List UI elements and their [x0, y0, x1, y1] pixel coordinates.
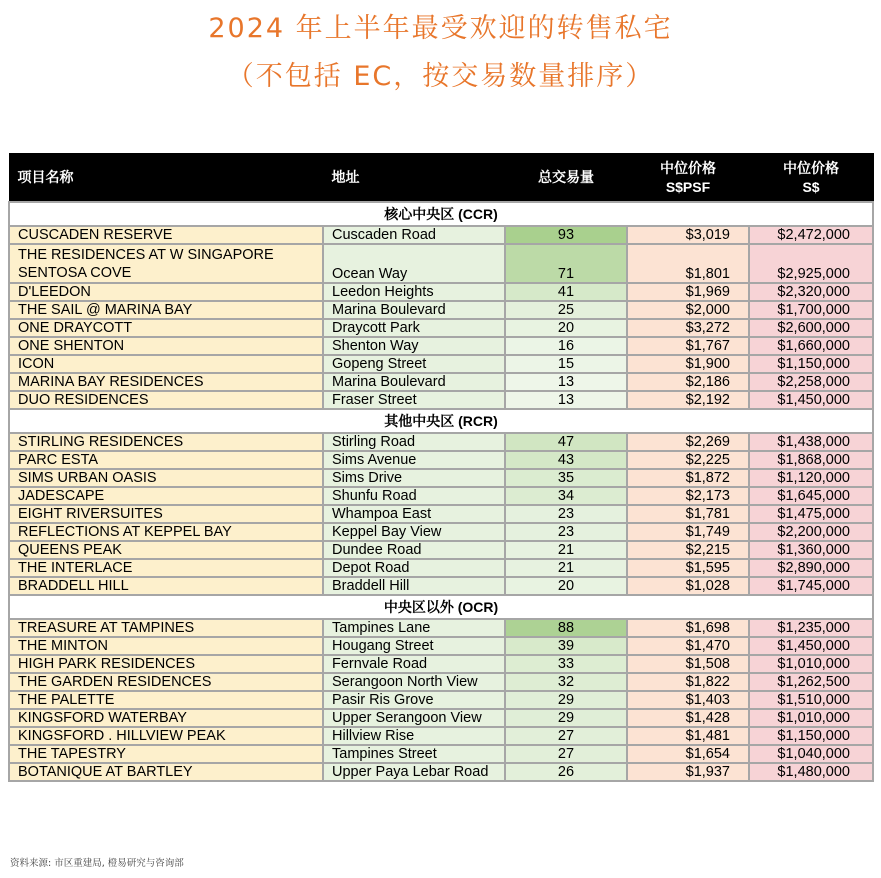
- psf-cell: $1,428: [627, 709, 749, 727]
- page-title: 2024 年上半年最受欢迎的转售私宅: [208, 13, 673, 44]
- address-cell: Fernvale Road: [323, 655, 505, 673]
- project-name-cell: D'LEEDON: [9, 283, 323, 301]
- project-name-cell: THE TAPESTRY: [9, 745, 323, 763]
- address-cell: Braddell Hill: [323, 577, 505, 595]
- project-name-cell: TREASURE AT TAMPINES: [9, 619, 323, 637]
- psf-cell: $1,969: [627, 283, 749, 301]
- table-row: [9, 451, 873, 469]
- volume-cell: 93: [505, 226, 627, 244]
- volume-cell: 16: [505, 337, 627, 355]
- table-row: [9, 655, 873, 673]
- psf-cell: $1,767: [627, 337, 749, 355]
- project-name-cell: ICON: [9, 355, 323, 373]
- volume-cell: 71: [505, 244, 627, 283]
- volume-cell: 21: [505, 559, 627, 577]
- section-row: [9, 595, 873, 619]
- project-name-cell: KINGSFORD WATERBAY: [9, 709, 323, 727]
- table-row: [9, 226, 873, 244]
- table-body: [9, 202, 873, 781]
- price-cell: $1,040,000: [749, 745, 873, 763]
- project-name-cell: EIGHT RIVERSUITES: [9, 505, 323, 523]
- price-cell: $1,645,000: [749, 487, 873, 505]
- address-cell: Upper Paya Lebar Road: [323, 763, 505, 781]
- psf-cell: $2,225: [627, 451, 749, 469]
- address-cell: Stirling Road: [323, 433, 505, 451]
- table-row: [9, 319, 873, 337]
- section-label: 其他中央区 (RCR): [9, 409, 873, 433]
- psf-cell: $1,801: [627, 244, 749, 283]
- price-cell: $1,745,000: [749, 577, 873, 595]
- header-psf-line1: 中位价格: [660, 159, 716, 176]
- table-row: [9, 727, 873, 745]
- address-cell: Sims Drive: [323, 469, 505, 487]
- address-cell: Cuscaden Road: [323, 226, 505, 244]
- psf-cell: $1,900: [627, 355, 749, 373]
- address-cell: Shenton Way: [323, 337, 505, 355]
- table-row: [9, 541, 873, 559]
- address-cell: Dundee Road: [323, 541, 505, 559]
- table-row: [9, 373, 873, 391]
- address-cell: Draycott Park: [323, 319, 505, 337]
- address-cell: Leedon Heights: [323, 283, 505, 301]
- table-row: [9, 244, 873, 283]
- section-row: [9, 409, 873, 433]
- address-cell: Hougang Street: [323, 637, 505, 655]
- table-row: [9, 469, 873, 487]
- price-cell: $1,510,000: [749, 691, 873, 709]
- psf-cell: $2,269: [627, 433, 749, 451]
- volume-cell: 27: [505, 727, 627, 745]
- project-name-cell: JADESCAPE: [9, 487, 323, 505]
- header-price-line1: 中位价格: [783, 159, 839, 176]
- project-name-cell: QUEENS PEAK: [9, 541, 323, 559]
- header-psf-line2: S$PSF: [665, 178, 711, 195]
- volume-cell: 33: [505, 655, 627, 673]
- table-row: [9, 523, 873, 541]
- psf-cell: $2,000: [627, 301, 749, 319]
- price-cell: $2,925,000: [749, 244, 873, 283]
- header-volume: 总交易量: [505, 154, 627, 203]
- address-cell: Pasir Ris Grove: [323, 691, 505, 709]
- price-cell: $2,600,000: [749, 319, 873, 337]
- address-cell: Hillview Rise: [323, 727, 505, 745]
- project-name-cell: THE RESIDENCES AT W SINGAPORE SENTOSA COVE: [9, 244, 323, 283]
- price-cell: $1,150,000: [749, 727, 873, 745]
- volume-cell: 35: [505, 469, 627, 487]
- table-header: [9, 154, 873, 203]
- project-name-cell: ONE DRAYCOTT: [9, 319, 323, 337]
- table-row: [9, 433, 873, 451]
- address-cell: Depot Road: [323, 559, 505, 577]
- psf-cell: $3,272: [627, 319, 749, 337]
- price-cell: $2,320,000: [749, 283, 873, 301]
- psf-cell: $1,698: [627, 619, 749, 637]
- table-row: [9, 487, 873, 505]
- volume-cell: 21: [505, 541, 627, 559]
- psf-cell: $2,215: [627, 541, 749, 559]
- volume-cell: 27: [505, 745, 627, 763]
- volume-cell: 25: [505, 301, 627, 319]
- psf-cell: $1,654: [627, 745, 749, 763]
- header-price-line2: S$: [802, 178, 820, 195]
- project-name-cell: THE SAIL @ MARINA BAY: [9, 301, 323, 319]
- table-row: [9, 709, 873, 727]
- project-name-cell: BRADDELL HILL: [9, 577, 323, 595]
- volume-cell: 88: [505, 619, 627, 637]
- project-name-cell: THE MINTON: [9, 637, 323, 655]
- project-name-cell: THE GARDEN RESIDENCES: [9, 673, 323, 691]
- psf-cell: $1,872: [627, 469, 749, 487]
- table-row: [9, 559, 873, 577]
- volume-cell: 20: [505, 319, 627, 337]
- header-name: 项目名称: [9, 154, 323, 203]
- section-row: [9, 202, 873, 226]
- price-cell: $1,450,000: [749, 391, 873, 409]
- price-cell: $1,438,000: [749, 433, 873, 451]
- table-row: [9, 355, 873, 373]
- project-name-cell: SIMS URBAN OASIS: [9, 469, 323, 487]
- price-cell: $2,200,000: [749, 523, 873, 541]
- volume-cell: 41: [505, 283, 627, 301]
- address-cell: Marina Boulevard: [323, 373, 505, 391]
- psf-cell: $2,173: [627, 487, 749, 505]
- project-name-cell: PARC ESTA: [9, 451, 323, 469]
- price-cell: $1,868,000: [749, 451, 873, 469]
- psf-cell: $1,749: [627, 523, 749, 541]
- price-cell: $2,472,000: [749, 226, 873, 244]
- price-cell: $2,890,000: [749, 559, 873, 577]
- address-cell: Ocean Way: [323, 244, 505, 283]
- psf-cell: $2,192: [627, 391, 749, 409]
- volume-cell: 26: [505, 763, 627, 781]
- table-row: [9, 391, 873, 409]
- project-name-cell: BOTANIQUE AT BARTLEY: [9, 763, 323, 781]
- table-row: [9, 301, 873, 319]
- psf-cell: $1,470: [627, 637, 749, 655]
- price-cell: $1,010,000: [749, 709, 873, 727]
- psf-cell: $1,403: [627, 691, 749, 709]
- table-row: [9, 673, 873, 691]
- price-cell: $1,360,000: [749, 541, 873, 559]
- address-cell: Whampoa East: [323, 505, 505, 523]
- table-row: [9, 745, 873, 763]
- psf-cell: $1,595: [627, 559, 749, 577]
- header-price: [749, 154, 873, 203]
- psf-cell: $1,028: [627, 577, 749, 595]
- psf-cell: $1,781: [627, 505, 749, 523]
- project-name-cell: ONE SHENTON: [9, 337, 323, 355]
- volume-cell: 43: [505, 451, 627, 469]
- psf-cell: $1,822: [627, 673, 749, 691]
- address-cell: Tampines Street: [323, 745, 505, 763]
- table-row: [9, 637, 873, 655]
- volume-cell: 13: [505, 391, 627, 409]
- volume-cell: 29: [505, 691, 627, 709]
- address-cell: Serangoon North View: [323, 673, 505, 691]
- price-cell: $1,150,000: [749, 355, 873, 373]
- project-name-cell: REFLECTIONS AT KEPPEL BAY: [9, 523, 323, 541]
- address-cell: Shunfu Road: [323, 487, 505, 505]
- volume-cell: 20: [505, 577, 627, 595]
- price-cell: $1,450,000: [749, 637, 873, 655]
- address-cell: Gopeng Street: [323, 355, 505, 373]
- volume-cell: 13: [505, 373, 627, 391]
- project-name-cell: HIGH PARK RESIDENCES: [9, 655, 323, 673]
- volume-cell: 15: [505, 355, 627, 373]
- price-cell: $1,120,000: [749, 469, 873, 487]
- psf-cell: $1,508: [627, 655, 749, 673]
- volume-cell: 23: [505, 505, 627, 523]
- volume-cell: 32: [505, 673, 627, 691]
- price-cell: $1,010,000: [749, 655, 873, 673]
- table-row: [9, 577, 873, 595]
- psf-cell: $3,019: [627, 226, 749, 244]
- price-cell: $1,700,000: [749, 301, 873, 319]
- volume-cell: 47: [505, 433, 627, 451]
- volume-cell: 23: [505, 523, 627, 541]
- table-row: [9, 505, 873, 523]
- address-cell: Tampines Lane: [323, 619, 505, 637]
- section-label: 中央区以外 (OCR): [9, 595, 873, 619]
- volume-cell: 34: [505, 487, 627, 505]
- address-cell: Keppel Bay View: [323, 523, 505, 541]
- project-name-cell: THE PALETTE: [9, 691, 323, 709]
- project-name-cell: THE INTERLACE: [9, 559, 323, 577]
- address-cell: Fraser Street: [323, 391, 505, 409]
- address-cell: Marina Boulevard: [323, 301, 505, 319]
- price-cell: $1,262,500: [749, 673, 873, 691]
- price-cell: $2,258,000: [749, 373, 873, 391]
- price-cell: $1,480,000: [749, 763, 873, 781]
- psf-cell: $2,186: [627, 373, 749, 391]
- project-name-cell: KINGSFORD . HILLVIEW PEAK: [9, 727, 323, 745]
- project-name-cell: CUSCADEN RESERVE: [9, 226, 323, 244]
- header-psf: [627, 154, 749, 203]
- price-cell: $1,475,000: [749, 505, 873, 523]
- table-row: [9, 283, 873, 301]
- header-address: 地址: [323, 154, 505, 203]
- psf-cell: $1,481: [627, 727, 749, 745]
- source-note: 资料来源: 市区重建局, 橙易研究与咨询部: [10, 858, 184, 869]
- table-row: [9, 691, 873, 709]
- project-name-cell: MARINA BAY RESIDENCES: [9, 373, 323, 391]
- project-name-cell: STIRLING RESIDENCES: [9, 433, 323, 451]
- resale-table: [8, 153, 874, 782]
- price-cell: $1,660,000: [749, 337, 873, 355]
- page-subtitle: （不包括 EC，按交易数量排序）: [226, 61, 655, 92]
- table-row: [9, 337, 873, 355]
- volume-cell: 39: [505, 637, 627, 655]
- table-row: [9, 763, 873, 781]
- psf-cell: $1,937: [627, 763, 749, 781]
- price-cell: $1,235,000: [749, 619, 873, 637]
- section-label: 核心中央区 (CCR): [9, 202, 873, 226]
- project-name-cell: DUO RESIDENCES: [9, 391, 323, 409]
- address-cell: Sims Avenue: [323, 451, 505, 469]
- address-cell: Upper Serangoon View: [323, 709, 505, 727]
- table-row: [9, 619, 873, 637]
- volume-cell: 29: [505, 709, 627, 727]
